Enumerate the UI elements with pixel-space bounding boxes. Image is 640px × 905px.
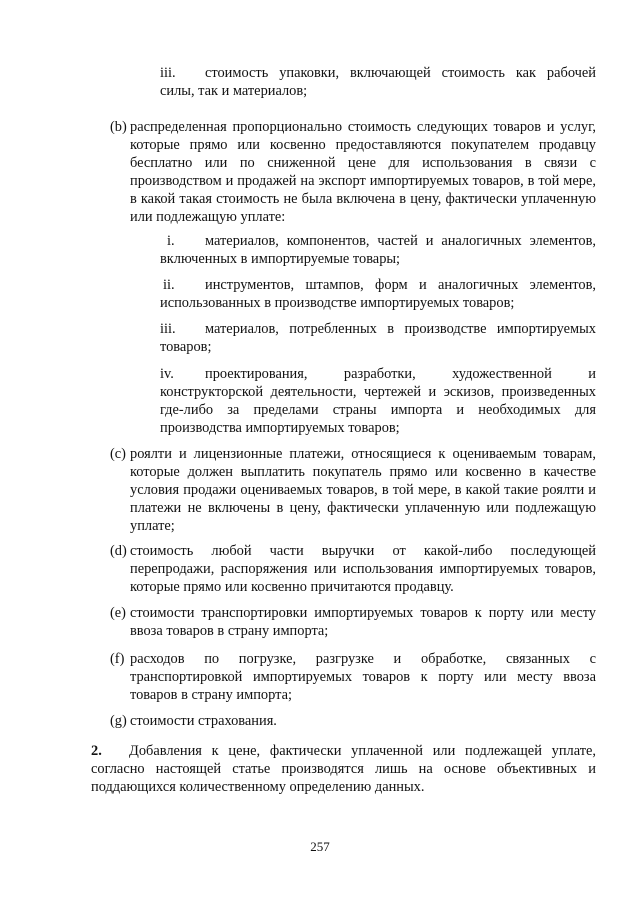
- item-c-text: роялти и лицензионные платежи, относящиеся к оцениваемым товарам, которые должен выплатить покупатель прямо или косвенно в качестве условия продажи оцениваемых товаров, в той мере, в какой такие роялти и платежи не включены в цену, фактически уплаченную или подлежащую уплате;: [130, 446, 596, 534]
- item-g-label: (g): [110, 713, 127, 729]
- subitem-iii-label: iii.: [160, 321, 176, 337]
- item-c-label: (c): [110, 446, 126, 462]
- subitem-i-label: i.: [167, 233, 175, 249]
- item-b-label: (b): [110, 119, 127, 135]
- item-g-text: стоимости страхования.: [130, 713, 277, 729]
- item-b-text: распределенная пропорционально стоимость следующих товаров и услуг, которые прямо или косвенно предоставляются покупателем продавцу бесплатно или по сниженной цене для использования в связи с производством и продажей на экспорт импортируемых товаров, в той мере, в какой такая стоимость не была включена в цену, фактически уплаченную или подлежащую уплате:: [130, 119, 596, 225]
- subitem-i-text: материалов, компонентов, частей и аналогичных элементов, включенных в импортируемые товары;: [160, 233, 596, 267]
- item-e-label: (e): [110, 605, 126, 621]
- item-d-text: стоимость любой части выручки от какой-либо последующей перепродажи, распоряжения или использования импортируемых товаров, которые прямо или косвенно причитаются продавцу.: [130, 543, 596, 595]
- item-d-label: (d): [110, 543, 127, 559]
- item-e-text: стоимости транспортировки импортируемых товаров к порту или месту ввоза товаров в страну импорта;: [130, 605, 596, 639]
- item-f-text: расходов по погрузке, разгрузке и обработке, связанных с транспортировкой импортируемых товаров к порту или месту ввоза товаров в страну импорта;: [130, 651, 596, 703]
- subitem-ii-text: инструментов, штампов, форм и аналогичных элементов, использованных в производстве импортируемых товаров;: [160, 277, 596, 311]
- intro-item-label: iii.: [160, 65, 176, 81]
- item-f-label: (f): [110, 651, 125, 667]
- section-2-text: Добавления к цене, фактически уплаченной или подлежащей уплате, согласно настоящей статье производятся лишь на основе объективных и поддающихся количественному определению данных.: [91, 743, 596, 795]
- intro-item-text: стоимость упаковки, включающей стоимость как рабочей силы, так и материалов;: [160, 65, 596, 99]
- subitem-iii-text: материалов, потребленных в производстве импортируемых товаров;: [160, 321, 596, 355]
- subitem-ii-label: ii.: [163, 277, 175, 293]
- subitem-iv-text: проектирования, разработки, художественной и конструкторской деятельности, чертежей и эскизов, произведенных где-либо за пределами страны импорта и необходимых для производства импортируемых товаров;: [160, 366, 596, 436]
- section-2-number: 2.: [91, 743, 102, 759]
- page-number: 257: [310, 839, 330, 854]
- subitem-iv-label: iv.: [160, 366, 174, 382]
